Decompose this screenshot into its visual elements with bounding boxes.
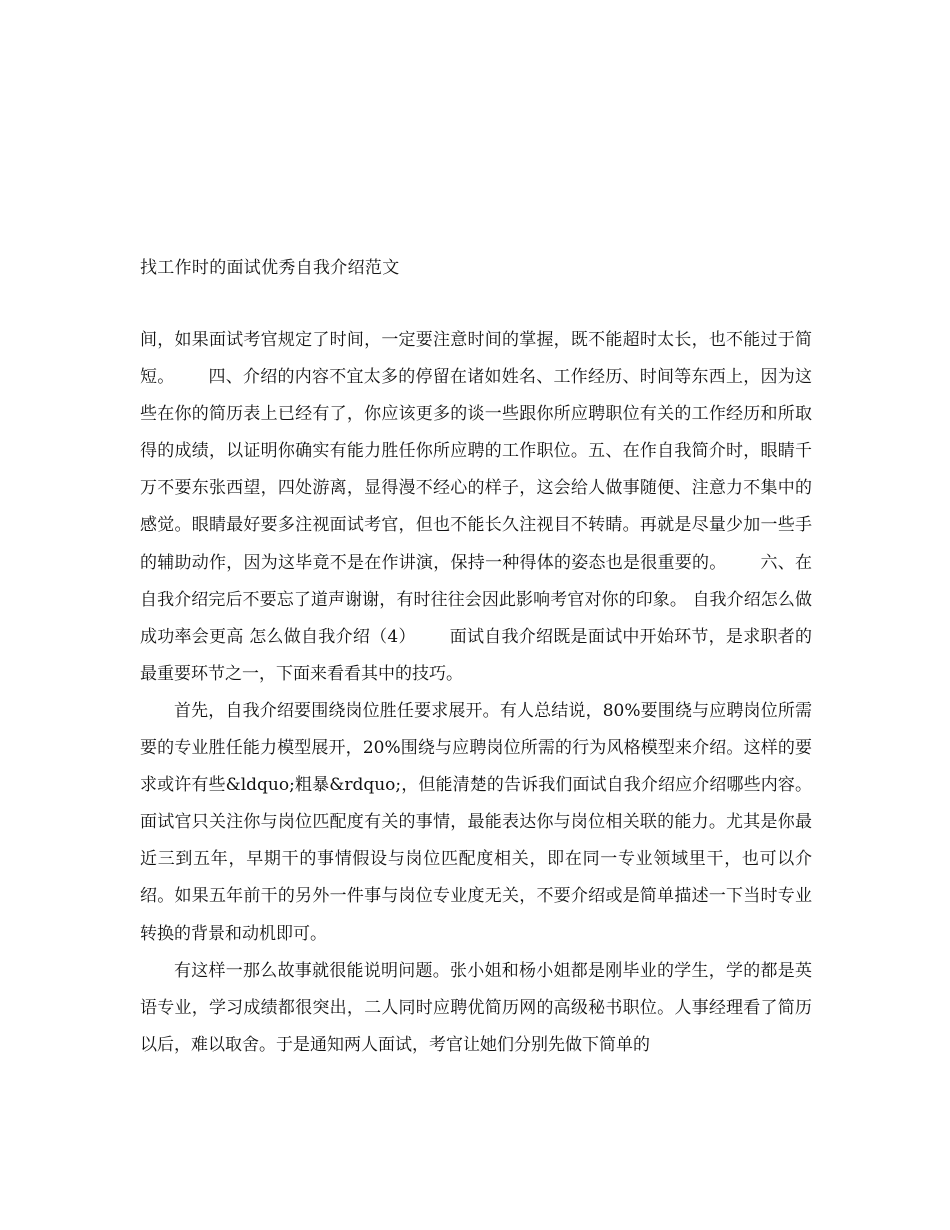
document-body bbox=[140, 322, 812, 1064]
body-paragraph: 间，如果面试考官规定了时间，一定要注意时间的掌握，既不能超时太长，也不能过于简短。 四、介绍的内容不宜太多的停留在诸如姓名、工作经历、时间等东西上，因为这些在你的简历表上已经有了，你应该更多的谈一些跟你所应聘职位有关的工作经历和所取得的成绩，以证明你确实有能力胜任你所应聘的工作职位。五、在作自我简介时，眼睛千万不要东张西望，四处游离，显得漫不经心的样子，这会给人做事随便、注意力不集中的感觉。眼睛最好要多注视面试考官，但也不能长久注视目不转睛。再就是尽量少加一些手的辅助动作，因为这毕竟不是在作讲演，保持一种得体的姿态也是很重要的。 六、在自我介绍完后不要忘了道声谢谢，有时往往会因此影响考官对你的印象。 自我介绍怎么做成功率会更高 怎么做自我介绍（4） 面试自我介绍既是面试中开始环节，是求职者的最重要环节之一，下面来看看其中的技巧。 bbox=[140, 330, 812, 684]
body-paragraph: 首先，自我介绍要围绕岗位胜任要求展开。有人总结说，80%要围绕与应聘岗位所需要的专业胜任能力模型展开，20%围绕与应聘岗位所需的行为风格模型来介绍。这样的要求或许有些&ldquo;粗暴&rdquo;，但能清楚的告诉我们面试自我介绍应介绍哪些内容。面试官只关注你与岗位匹配度有关的事情，最能表达你与岗位相关联的能力。尤其是你最近三到五年，早期干的事情假设与岗位匹配度相关，即在同一专业领域里干，也可以介绍。如果五年前干的另外一件事与岗位专业度无关，不要介绍或是简单描述一下当时专业转换的背景和动机即可。 bbox=[140, 700, 812, 944]
body-paragraph: 有这样一那么故事就很能说明问题。张小姐和杨小姐都是刚毕业的学生，学的都是英语专业，学习成绩都很突出，二人同时应聘优简历网的高级秘书职位。人事经理看了简历以后，难以取舍。于是通知两人面试，考官让她们分别先做下简单的 bbox=[140, 960, 812, 1055]
document-title: 找工作时的面试优秀自我介绍范文 bbox=[140, 258, 400, 278]
